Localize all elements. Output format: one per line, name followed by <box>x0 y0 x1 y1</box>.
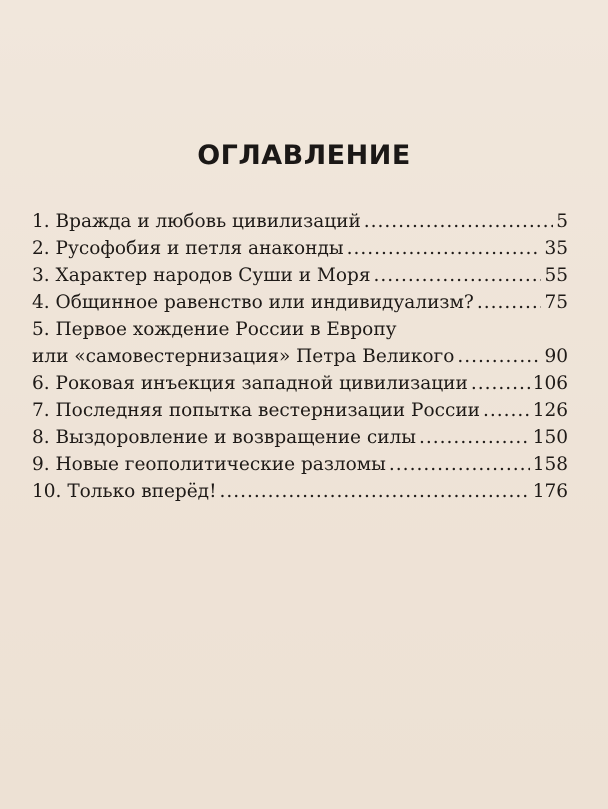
toc-leader-dots <box>471 370 530 397</box>
toc-entry-title: Новые геополитические разломы <box>55 454 386 475</box>
toc-entry-title: Выздоровление и возвращение силы <box>55 427 417 448</box>
toc-leader-dots <box>477 289 542 316</box>
toc-leader-dots <box>389 451 530 478</box>
toc-entry-number: 7. <box>32 400 50 421</box>
toc-page-number: 55 <box>544 265 568 286</box>
toc-entry-5[interactable] <box>32 316 568 370</box>
toc-page-number: 35 <box>544 238 568 259</box>
toc-entry-number: 9. <box>32 454 50 475</box>
toc-entry-7[interactable] <box>32 397 568 424</box>
toc-entry-title: Русофобия и петля анаконды <box>55 238 344 259</box>
toc-leader-dots <box>220 478 530 505</box>
toc-page-number: 5 <box>556 211 568 232</box>
toc-entry-9[interactable] <box>32 451 568 478</box>
toc-entry-number: 4. <box>32 292 50 313</box>
toc-entry-title: или «самовестернизация» Петра Великого <box>32 346 455 367</box>
toc-entry-title: Общинное равенство или индивидуализм? <box>55 292 474 313</box>
toc-page-number: 158 <box>532 454 568 475</box>
toc-entry-title: Только вперёд! <box>67 481 217 502</box>
toc-entry-title: Вражда и любовь цивилизаций <box>55 211 361 232</box>
toc-entry-number: 6. <box>32 373 50 394</box>
toc-entry-number: 3. <box>32 265 50 286</box>
toc-entry-3[interactable] <box>32 262 568 289</box>
toc-page-number: 150 <box>532 427 568 448</box>
toc-entry-number: 8. <box>32 427 50 448</box>
toc-leader-dots <box>374 262 542 289</box>
toc-entry-number: 1. <box>32 211 50 232</box>
toc-entry-number: 10. <box>32 481 62 502</box>
toc-page-number: 90 <box>544 346 568 367</box>
toc-page-number: 126 <box>532 400 568 421</box>
page-title: ОГЛАВЛЕНИЕ <box>197 140 411 171</box>
table-of-contents <box>32 208 568 505</box>
toc-entry-title: Роковая инъекция западной цивилизации <box>55 373 468 394</box>
toc-page-number: 106 <box>532 373 568 394</box>
toc-leader-dots <box>419 424 530 451</box>
toc-entry-2[interactable] <box>32 235 568 262</box>
toc-leader-dots <box>347 235 542 262</box>
toc-entry-title: Последняя попытка вестернизации России <box>55 400 480 421</box>
toc-leader-dots <box>457 343 541 370</box>
toc-entry-6[interactable] <box>32 370 568 397</box>
toc-leader-dots <box>364 208 553 235</box>
toc-page-number: 75 <box>544 292 568 313</box>
toc-entry-1[interactable] <box>32 208 568 235</box>
toc-entry-title: Характер народов Суши и Моря <box>55 265 371 286</box>
toc-entry-10[interactable] <box>32 478 568 505</box>
toc-entry-8[interactable] <box>32 424 568 451</box>
toc-entry-number: 5. <box>32 319 50 340</box>
toc-entry-number: 2. <box>32 238 50 259</box>
toc-page-number: 176 <box>532 481 568 502</box>
toc-leader-dots <box>483 397 530 424</box>
toc-entry-4[interactable] <box>32 289 568 316</box>
toc-entry-title-line1: Первое хождение России в Европу <box>55 319 397 340</box>
